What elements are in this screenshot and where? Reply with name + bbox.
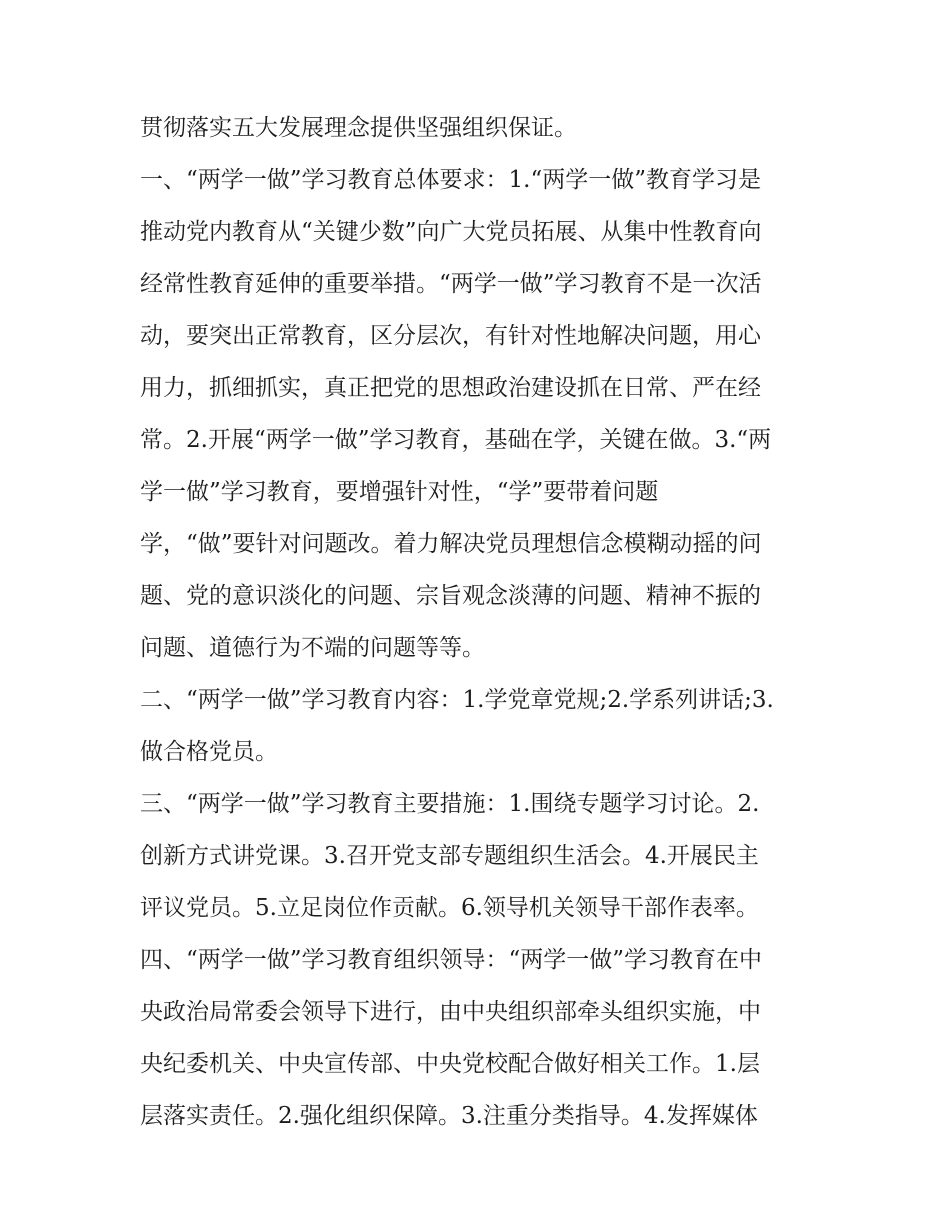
document-body <box>140 102 830 1142</box>
text-line: 推动党内教育从“关键少数”向广大党员拓展、从集中性教育向 <box>140 219 762 245</box>
text-line: 央纪委机关、中央宣传部、中央党校配合做好相关工作。1.层 <box>140 1051 760 1077</box>
text-line: 层落实责任。2.强化组织保障。3.注重分类指导。4.发挥媒体 <box>140 1103 758 1129</box>
text-line: 一、“两学一做”学习教育总体要求：1.“两学一做”教育学习是 <box>140 167 761 193</box>
text-line: 题、党的意识淡化的问题、宗旨观念淡薄的问题、精神不振的 <box>140 583 761 609</box>
text-line: 学一做”学习教育，要增强针对性，“学”要带着问题 <box>140 479 659 505</box>
text-line: 贯彻落实五大发展理念提供坚强组织保证。 <box>140 115 577 141</box>
text-line: 三、“两学一做”学习教育主要措施：1.围绕专题学习讨论。2. <box>140 791 760 817</box>
text-line: 常。2.开展“两学一做”学习教育，基础在学，关键在做。3.“两 <box>140 427 772 453</box>
text-line: 央政治局常委会领导下进行，由中央组织部牵头组织实施，中 <box>140 999 761 1025</box>
text-line: 二、“两学一做”学习教育内容：1.学党章党规;2.学系列讲话;3. <box>140 687 774 713</box>
text-line: 动，要突出正常教育，区分层次，有针对性地解决问题，用心 <box>140 323 761 349</box>
text-line: 学，“做”要针对问题改。着力解决党员理想信念模糊动摇的问 <box>140 531 762 557</box>
text-line: 创新方式讲党课。3.召开党支部专题组织生活会。4.开展民主 <box>140 843 759 869</box>
text-line: 用力，抓细抓实，真正把党的思想政治建设抓在日常、严在经 <box>140 375 761 401</box>
text-line: 经常性教育延伸的重要举措。“两学一做”学习教育不是一次活 <box>140 271 762 297</box>
text-line: 四、“两学一做”学习教育组织领导：“两学一做”学习教育在中 <box>140 947 763 973</box>
text-line: 做合格党员。 <box>140 739 278 765</box>
text-line: 问题、道德行为不端的问题等等。 <box>140 635 485 661</box>
text-line: 评议党员。5.立足岗位作贡献。6.领导机关领导干部作表率。 <box>140 895 759 921</box>
